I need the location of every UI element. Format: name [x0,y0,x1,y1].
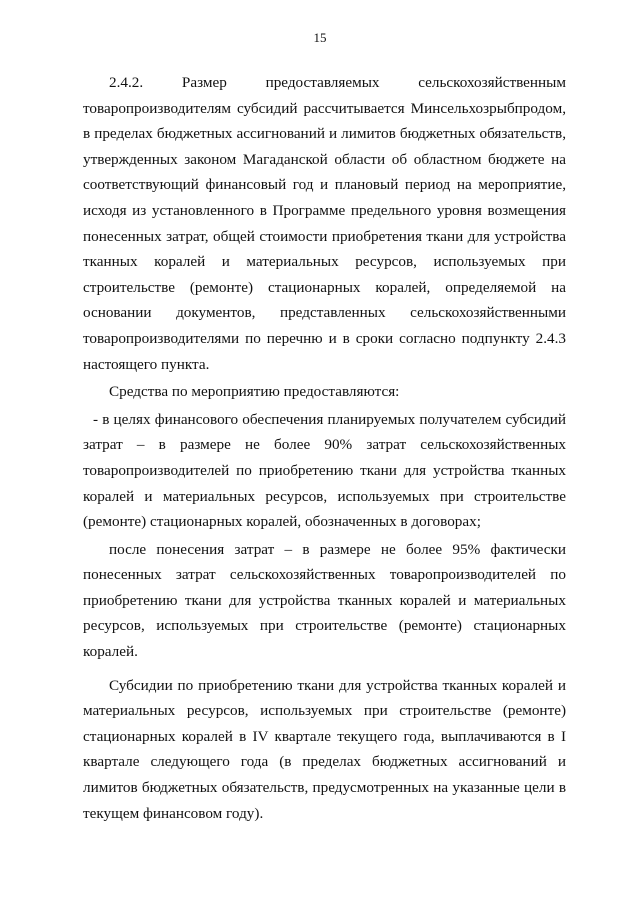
paragraph-funding-intro: Средства по мероприятию предоставляются: [109,383,400,401]
paragraph-advance-funding: - в целях финансового обеспечения планируемых получателем субсидий затрат – в размере не более 90% затрат сельскохозяйственных товаропроизводителей по приобретению ткани для устройства тканных коралей и материальных ресурсов, используемых при строительстве (ремонте) стационарных коралей, обозначенных в договорах; [83,410,566,531]
paragraph-2-4-2: 2.4.2. Размер предоставляемых сельскохозяйственным товаропроизводителям субсидий рассчитывается Минсельхозрыбпродом, в пределах бюджетных ассигнований и лимитов бюджетных обязательств, утвержденных законом Магаданской области об областном бюджете на соответствующий финансовый год и плановый период на мероприятие, исходя из установленного в Программе предельного уровня возмещения понесенных затрат, общей стоимости приобретения ткани для устройства тканных коралей и материальных ресурсов, используемых при строительстве (ремонте) стационарных коралей, определяемой на основании документов, представленных сельскохозяйственными товаропроизводителями по перечню и в сроки согласно подпункту 2.4.3 настоящего пункта. [83,74,566,373]
paragraph-q4-subsidies: Субсидии по приобретению ткани для устройства тканных коралей и материальных ресурсов, используемых при строительстве (ремонте) стационарных коралей в IV квартале текущего года, выплачиваются в I квартале следующего года (в пределах бюджетных ассигнований и лимитов бюджетных обязательств, предусмотренных на указанные цели в текущем финансовом году). [83,676,566,822]
document-body [83,70,566,826]
paragraph-post-expense-funding: после понесения затрат – в размере не более 95% фактически понесенных затрат сельскохозяйственных товаропроизводителей по приобретению ткани для устройства тканных коралей и материальных ресурсов, используемых при строительстве (ремонте) стационарных коралей. [83,540,566,661]
page-number: 15 [313,30,327,45]
